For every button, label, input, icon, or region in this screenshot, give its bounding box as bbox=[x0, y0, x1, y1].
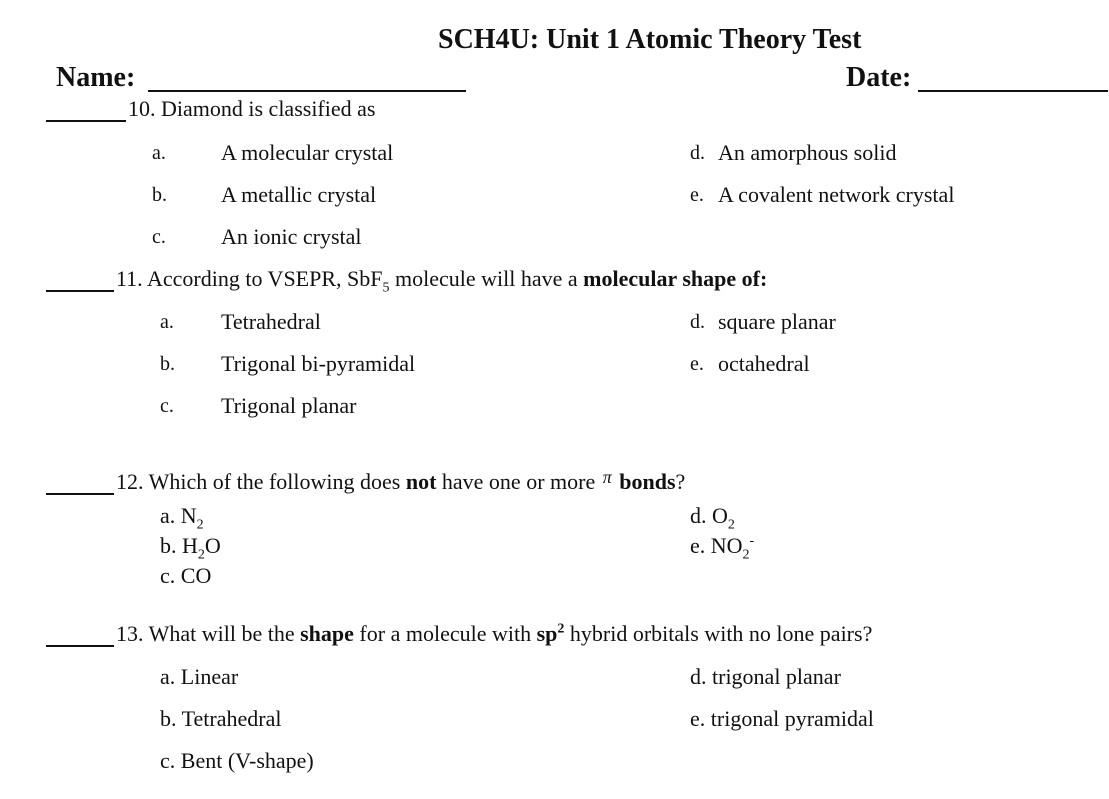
option-text: Trigonal planar bbox=[221, 393, 357, 418]
option-letter: c. bbox=[160, 395, 174, 417]
option-text: An ionic crystal bbox=[221, 224, 362, 249]
option-text: H bbox=[182, 533, 198, 558]
question-12 bbox=[116, 469, 685, 495]
question-number: 13. bbox=[116, 621, 144, 646]
option-12-b bbox=[160, 533, 221, 563]
subscript: 2 bbox=[197, 547, 205, 563]
option-text: NO bbox=[710, 533, 743, 558]
answer-blank-13[interactable] bbox=[46, 645, 114, 647]
option-text: O bbox=[712, 503, 728, 528]
option-text: A molecular crystal bbox=[221, 140, 394, 165]
option-13-c bbox=[160, 748, 314, 774]
question-13 bbox=[116, 621, 872, 647]
question-emphasis: not bbox=[405, 469, 437, 494]
page-title: SCH4U: Unit 1 Atomic Theory Test bbox=[438, 24, 862, 55]
question-text: According to VSEPR, SbF bbox=[146, 266, 383, 291]
option-text: square planar bbox=[718, 309, 836, 334]
question-emphasis: shape bbox=[300, 621, 354, 646]
subscript: 2 bbox=[727, 517, 735, 533]
option-letter: a. bbox=[160, 503, 176, 528]
question-text: for a molecule with bbox=[353, 621, 537, 646]
answer-blank-11[interactable] bbox=[46, 290, 114, 292]
option-letter: d. bbox=[690, 664, 707, 689]
option-text: O bbox=[204, 533, 221, 558]
option-13-b bbox=[160, 706, 281, 732]
question-11 bbox=[116, 266, 767, 296]
option-text: A covalent network crystal bbox=[718, 182, 955, 207]
option-text: CO bbox=[180, 563, 212, 588]
option-text: Tetrahedral bbox=[221, 309, 321, 334]
question-emphasis: bonds bbox=[619, 469, 676, 494]
option-letter: a. bbox=[160, 311, 174, 333]
superscript: 2 bbox=[557, 621, 565, 637]
option-letter: b. bbox=[160, 533, 177, 558]
subscript: 2 bbox=[196, 517, 204, 533]
option-12-e bbox=[690, 533, 754, 563]
option-letter: c. bbox=[160, 748, 176, 773]
option-12-d bbox=[690, 503, 735, 533]
option-letter: c. bbox=[160, 563, 176, 588]
option-text: Trigonal bi-pyramidal bbox=[221, 351, 416, 376]
option-12-c bbox=[160, 563, 211, 589]
pi-symbol: π bbox=[602, 467, 612, 487]
option-text: trigonal pyramidal bbox=[710, 706, 874, 731]
date-field[interactable] bbox=[918, 90, 1108, 92]
option-letter: d. bbox=[690, 503, 707, 528]
option-letter: e. bbox=[690, 706, 706, 731]
option-letter: c. bbox=[152, 226, 166, 248]
option-letter: b. bbox=[160, 706, 177, 731]
option-letter: d. bbox=[690, 311, 705, 333]
question-text: Which of the following does bbox=[148, 469, 406, 494]
name-label: Name: bbox=[56, 62, 136, 93]
option-text: N bbox=[180, 503, 197, 528]
option-text: Tetrahedral bbox=[181, 706, 282, 731]
option-text: trigonal planar bbox=[712, 664, 841, 689]
question-text: What will be the bbox=[148, 621, 301, 646]
option-text: Bent (V-shape) bbox=[180, 748, 314, 773]
option-12-a bbox=[160, 503, 204, 533]
option-letter: b. bbox=[152, 184, 167, 206]
question-text: Diamond is classified as bbox=[161, 96, 376, 121]
option-letter: b. bbox=[160, 353, 175, 375]
question-number: 10. bbox=[128, 96, 156, 121]
option-text: Linear bbox=[180, 664, 239, 689]
question-text: have one or more bbox=[436, 469, 601, 494]
question-text: molecule will have a bbox=[389, 266, 584, 291]
question-text: hybrid orbitals with no lone pairs? bbox=[564, 621, 873, 646]
answer-blank-12[interactable] bbox=[46, 493, 114, 495]
option-text: An amorphous solid bbox=[718, 140, 897, 165]
option-13-d bbox=[690, 664, 841, 690]
option-text: A metallic crystal bbox=[221, 182, 377, 207]
question-10 bbox=[128, 96, 375, 122]
option-letter: a. bbox=[160, 664, 176, 689]
option-letter: e. bbox=[690, 533, 706, 558]
option-13-e bbox=[690, 706, 874, 732]
option-13-a bbox=[160, 664, 238, 690]
option-letter: d. bbox=[690, 142, 705, 164]
name-field[interactable] bbox=[148, 90, 466, 92]
question-number: 11. bbox=[116, 266, 143, 291]
question-number: 12. bbox=[116, 469, 144, 494]
superscript: - bbox=[749, 533, 755, 549]
question-emphasis: sp bbox=[536, 621, 558, 646]
option-letter: a. bbox=[152, 142, 166, 164]
date-label: Date: bbox=[846, 62, 912, 93]
question-text: ? bbox=[675, 469, 686, 494]
question-emphasis: molecular shape of: bbox=[583, 266, 768, 291]
subscript: 5 bbox=[382, 280, 390, 296]
option-text: octahedral bbox=[718, 351, 810, 376]
option-letter: e. bbox=[690, 184, 704, 206]
option-letter: e. bbox=[690, 353, 704, 375]
answer-blank-10[interactable] bbox=[46, 120, 126, 122]
subscript: 2 bbox=[742, 547, 750, 563]
